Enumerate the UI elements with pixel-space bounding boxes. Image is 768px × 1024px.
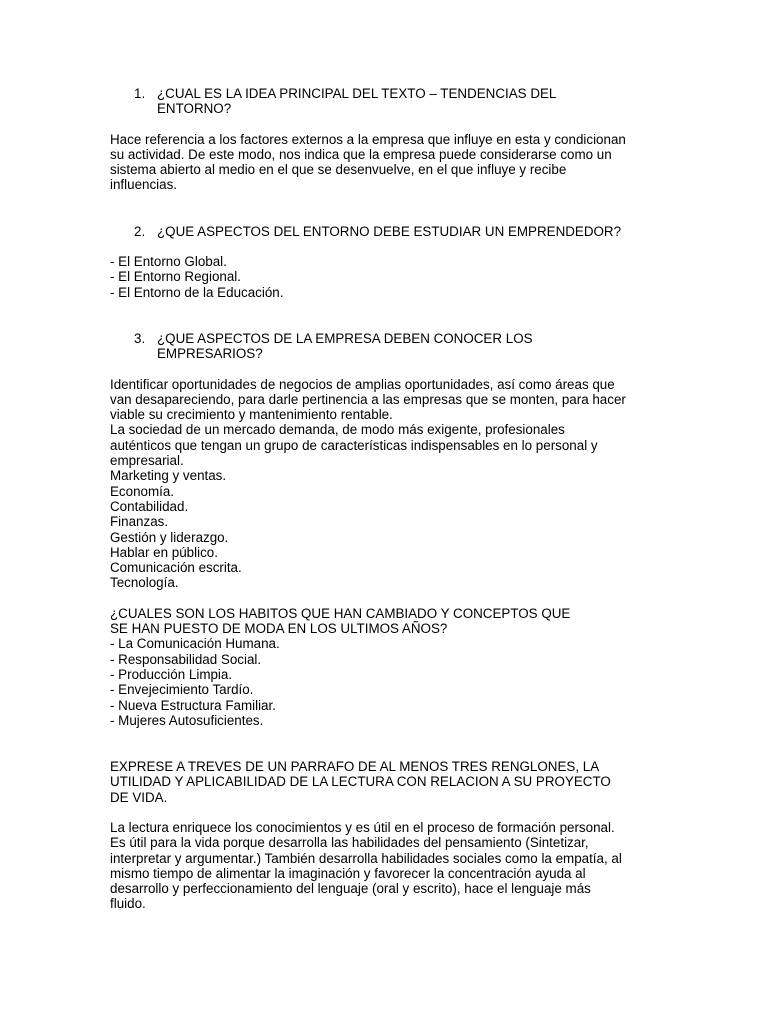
- answer-line: - El Entorno Global.: [110, 254, 227, 270]
- answer-line: Marketing y ventas.: [110, 468, 227, 484]
- answer-line: Finanzas.: [110, 514, 169, 530]
- answer-line: - Producción Limpia.: [110, 666, 233, 682]
- question-text: [157, 224, 670, 239]
- question-number: 2.: [134, 223, 146, 239]
- answer-line: Tecnología.: [110, 575, 179, 591]
- answer-line: Identificar oportunidades de negocios de amplias oportunidades, así como áreas que: [110, 376, 615, 392]
- question-line: ENTORNO?: [157, 101, 232, 117]
- answer-line: La lectura enriquece los conocimientos y es útil en el proceso de formación personal.: [110, 819, 615, 835]
- answer-line: viable su crecimiento y mantenimiento rentable.: [110, 407, 393, 423]
- question-3: [110, 331, 670, 362]
- question-2: [110, 224, 670, 239]
- answer-line: Comunicación escrita.: [110, 560, 242, 576]
- answer-line: - El Entorno de la Educación.: [110, 284, 284, 300]
- question-number: 1.: [134, 86, 146, 101]
- answer-5: [110, 820, 670, 912]
- question-1: [110, 86, 670, 117]
- question-text: [157, 86, 670, 117]
- answer-line: - Nueva Estructura Familiar.: [110, 697, 276, 713]
- answer-3: [110, 377, 670, 591]
- question-line: ¿QUE ASPECTOS DEL ENTORNO DEBE ESTUDIAR UN EMPRENDEDOR?: [157, 223, 622, 239]
- answer-line: Economía.: [110, 483, 175, 499]
- question-line: EMPRESARIOS?: [157, 346, 263, 362]
- answer-line: Hablar en público.: [110, 544, 218, 560]
- question-line: SE HAN PUESTO DE MODA EN LOS ULTIMOS AÑOS?: [110, 621, 448, 637]
- question-line: DE VIDA.: [110, 789, 168, 805]
- answer-line: Es útil para la vida porque desarrolla las habilidades del pensamiento (Sintetizar,: [110, 835, 589, 851]
- answer-line: interpretar y argumentar.) También desarrolla habilidades sociales como la empatía, al: [110, 850, 622, 866]
- question-line: ¿CUALES SON LOS HABITOS QUE HAN CAMBIADO Y CONCEPTOS QUE: [110, 605, 571, 621]
- answer-1: [110, 132, 670, 193]
- answer-2: [110, 254, 670, 300]
- answer-line: su actividad. De este modo, nos indica que la empresa puede considerarse como un: [110, 146, 612, 162]
- question-number: 3.: [134, 330, 146, 346]
- answer-line: - Envejecimiento Tardío.: [110, 682, 254, 698]
- answer-line: influencias.: [110, 177, 177, 193]
- question-line: ¿CUAL ES LA IDEA PRINCIPAL DEL TEXTO – TENDENCIAS DEL: [157, 86, 557, 101]
- question-line: EXPRESE A TREVES DE UN PARRAFO DE AL MENOS TRES RENGLONES, LA: [110, 759, 600, 775]
- question-line: ¿QUE ASPECTOS DE LA EMPRESA DEBEN CONOCER LOS: [157, 330, 533, 346]
- answer-line: sistema abierto al medio en el que se desenvuelve, en el que influye y recibe: [110, 162, 567, 178]
- answer-line: Contabilidad.: [110, 498, 189, 514]
- answer-line: Gestión y liderazgo.: [110, 529, 229, 545]
- question-4-with-answer: [110, 606, 670, 728]
- question-line: UTILIDAD Y APLICABILIDAD DE LA LECTURA CON RELACION A SU PROYECTO: [110, 774, 611, 790]
- answer-line: - Responsabilidad Social.: [110, 651, 262, 667]
- answer-line: empresarial.: [110, 453, 184, 469]
- answer-line: - El Entorno Regional.: [110, 269, 242, 285]
- document-body: [110, 86, 670, 912]
- answer-line: desarrollo y perfeccionamiento del lenguaje (oral y escrito), hace el lenguaje más: [110, 881, 591, 897]
- answer-line: auténticos que tengan un grupo de características indispensables en lo personal y: [110, 437, 598, 453]
- question-5: [110, 759, 670, 805]
- answer-line: van desapareciendo, para darle pertinencia a las empresas que se monten, para hacer: [110, 391, 626, 407]
- answer-line: Hace referencia a los factores externos a la empresa que influye en esta y condicionan: [110, 131, 626, 147]
- answer-line: mismo tiempo de alimentar la imaginación y favorecer la concentración ayuda al: [110, 865, 586, 881]
- answer-line: - La Comunicación Humana.: [110, 636, 280, 652]
- question-text: [157, 331, 670, 362]
- answer-line: fluido.: [110, 896, 146, 912]
- answer-line: - Mujeres Autosuficientes.: [110, 712, 264, 728]
- answer-line: La sociedad de un mercado demanda, de modo más exigente, profesionales: [110, 422, 565, 438]
